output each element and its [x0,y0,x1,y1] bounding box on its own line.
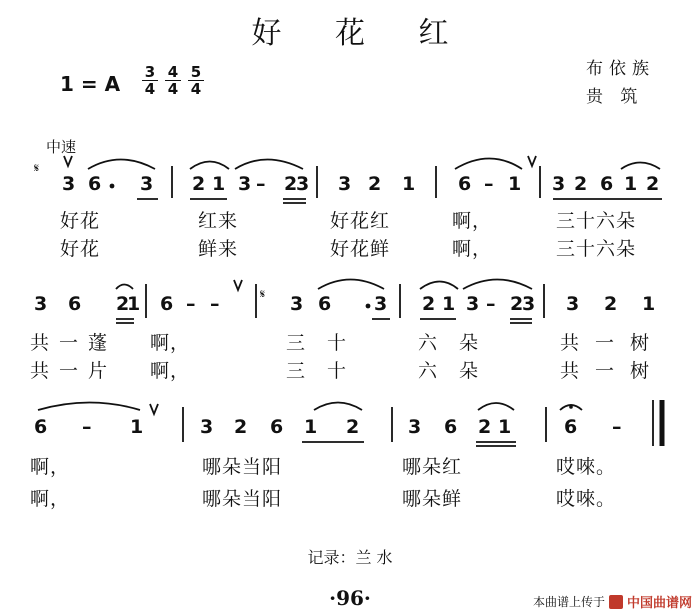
note: 3 [200,416,214,438]
lyric-s3-v2-phrase: 哪朵鲜 [402,488,463,510]
time-signature-3-4: 3 4 [142,64,158,97]
lyric-s2-v2-phrase: 共一片 [30,360,118,382]
note: 3 [566,293,580,315]
slur [88,160,155,170]
note: – [256,173,266,195]
note: 3 [140,173,154,195]
note: 2 [574,173,588,195]
breath-mark [234,280,242,290]
lyric-s2-v2-phrase: 共一树 [560,360,666,382]
note: 2 [284,173,298,195]
notes-system-2 [34,293,655,315]
slur [190,162,229,170]
lyric-s2-v2-phrase: 三十 [286,360,369,382]
note: 3 [522,293,536,315]
recorder-credit: 记录：兰 水 [307,548,393,567]
slur [235,160,303,170]
ethnic-group-credit: 布依族 [586,59,655,79]
note: 3 [62,173,76,195]
lyric-s3-v2-phrase: 哎唻。 [556,488,617,510]
key-signature: 1 = A [60,72,121,96]
slur [420,282,458,290]
slur [455,159,522,170]
lyric-s3-v2-phrase: 哪朵当阳 [202,488,283,510]
slur [463,280,532,290]
note: – [484,173,494,195]
note: 6 [160,293,174,315]
slur [314,403,362,411]
lyric-s2-v1-phrase: 共一蓬 [30,332,118,354]
lyric-s1-v2-phrase: 好花 [60,238,101,260]
note: 2 [192,173,206,195]
note: – [612,416,622,438]
lyric-s1-v2-phrase: 三十六朵 [556,238,637,260]
note: 1 [498,416,512,438]
time-signature-5-4: 5 4 [188,64,204,97]
segno-mark: 𝄋 [34,161,40,175]
note: 3 [466,293,480,315]
note: 2 [116,293,130,315]
lyric-s3-v1-phrase: 啊， [30,456,71,478]
note: – [486,293,496,315]
note: 3 [552,173,566,195]
lyric-s2-v1-phrase: 啊， [150,332,191,354]
note: 3 [238,173,252,195]
breath-mark [528,156,536,166]
note: 2 [346,416,360,438]
note: 1 [130,416,144,438]
note: 6 [88,173,102,195]
slur [116,285,133,290]
note: 6 [34,416,48,438]
note: 1 [127,293,141,315]
note: 3 [290,293,304,315]
note: 3 [338,173,352,195]
watermark-prefix: 本曲谱上传于 [532,595,605,609]
watermark [533,592,692,611]
breath-mark [150,404,158,414]
augmentation-dot [110,184,115,189]
note: – [210,293,220,315]
note: 1 [212,173,226,195]
slur [38,403,140,411]
page-number: ·96· [329,586,371,610]
lyric-s3-v2-phrase: 啊， [30,488,71,510]
note: 2 [368,173,382,195]
note: 2 [478,416,492,438]
lyric-s3-v1-phrase: 哎唻。 [556,456,617,478]
note: 3 [296,173,310,195]
note: 1 [442,293,456,315]
note: 1 [642,293,656,315]
note: 1 [624,173,638,195]
watermark-brand: 中国曲谱网 [626,596,692,611]
lyric-s1-v1-phrase: 三十六朵 [556,210,637,232]
lyric-s1-v1-phrase: 好花 [60,210,101,232]
note: 3 [374,293,388,315]
note: 2 [604,293,618,315]
note: 2 [234,416,248,438]
slur [478,403,514,410]
note: 2 [422,293,436,315]
note: 1 [508,173,522,195]
lyric-s1-v2-phrase: 啊， [452,238,493,260]
slur [621,163,660,170]
lyric-s1-v1-phrase: 好花红 [330,210,391,232]
fermata-dot [569,405,573,409]
note: 1 [304,416,318,438]
note: 6 [270,416,284,438]
lyric-s1-v1-phrase: 红来 [198,210,239,232]
site-logo-icon [609,595,623,609]
lyric-s2-v1-phrase: 共一树 [560,332,666,354]
lyric-s2-v1-phrase: 六朵 [418,332,501,354]
note: 6 [600,173,614,195]
lyric-s1-v2-phrase: 鲜来 [198,238,239,260]
tempo-marking: 中速 [46,138,77,156]
segno-mark: 𝄋 [260,287,266,301]
notes-system-1 [62,173,659,195]
note: 6 [458,173,472,195]
notes-system-3 [34,416,622,438]
breath-mark [64,156,72,166]
slur [318,280,384,290]
note: 6 [68,293,82,315]
note: – [186,293,196,315]
note: 3 [34,293,48,315]
region-credit: 贵 筑 [586,87,644,107]
note: – [82,416,92,438]
lyric-s1-v1-phrase: 啊， [452,210,493,232]
lyric-s2-v2-phrase: 六朵 [418,360,501,382]
lyric-s3-v1-phrase: 哪朵当阳 [202,456,283,478]
time-signature-4-4: 4 4 [165,64,181,97]
note: 2 [510,293,524,315]
song-title: 好 花 红 [251,16,471,51]
lyric-s3-v1-phrase: 哪朵红 [402,456,463,478]
note: 1 [402,173,416,195]
lyric-s2-v1-phrase: 三十 [286,332,369,354]
note: 3 [408,416,422,438]
augmentation-dot [366,304,371,309]
note: 2 [646,173,660,195]
note: 6 [318,293,332,315]
note: 6 [564,416,578,438]
lyric-s2-v2-phrase: 啊， [150,360,191,382]
note: 6 [444,416,458,438]
lyric-s1-v2-phrase: 好花鲜 [330,238,391,260]
